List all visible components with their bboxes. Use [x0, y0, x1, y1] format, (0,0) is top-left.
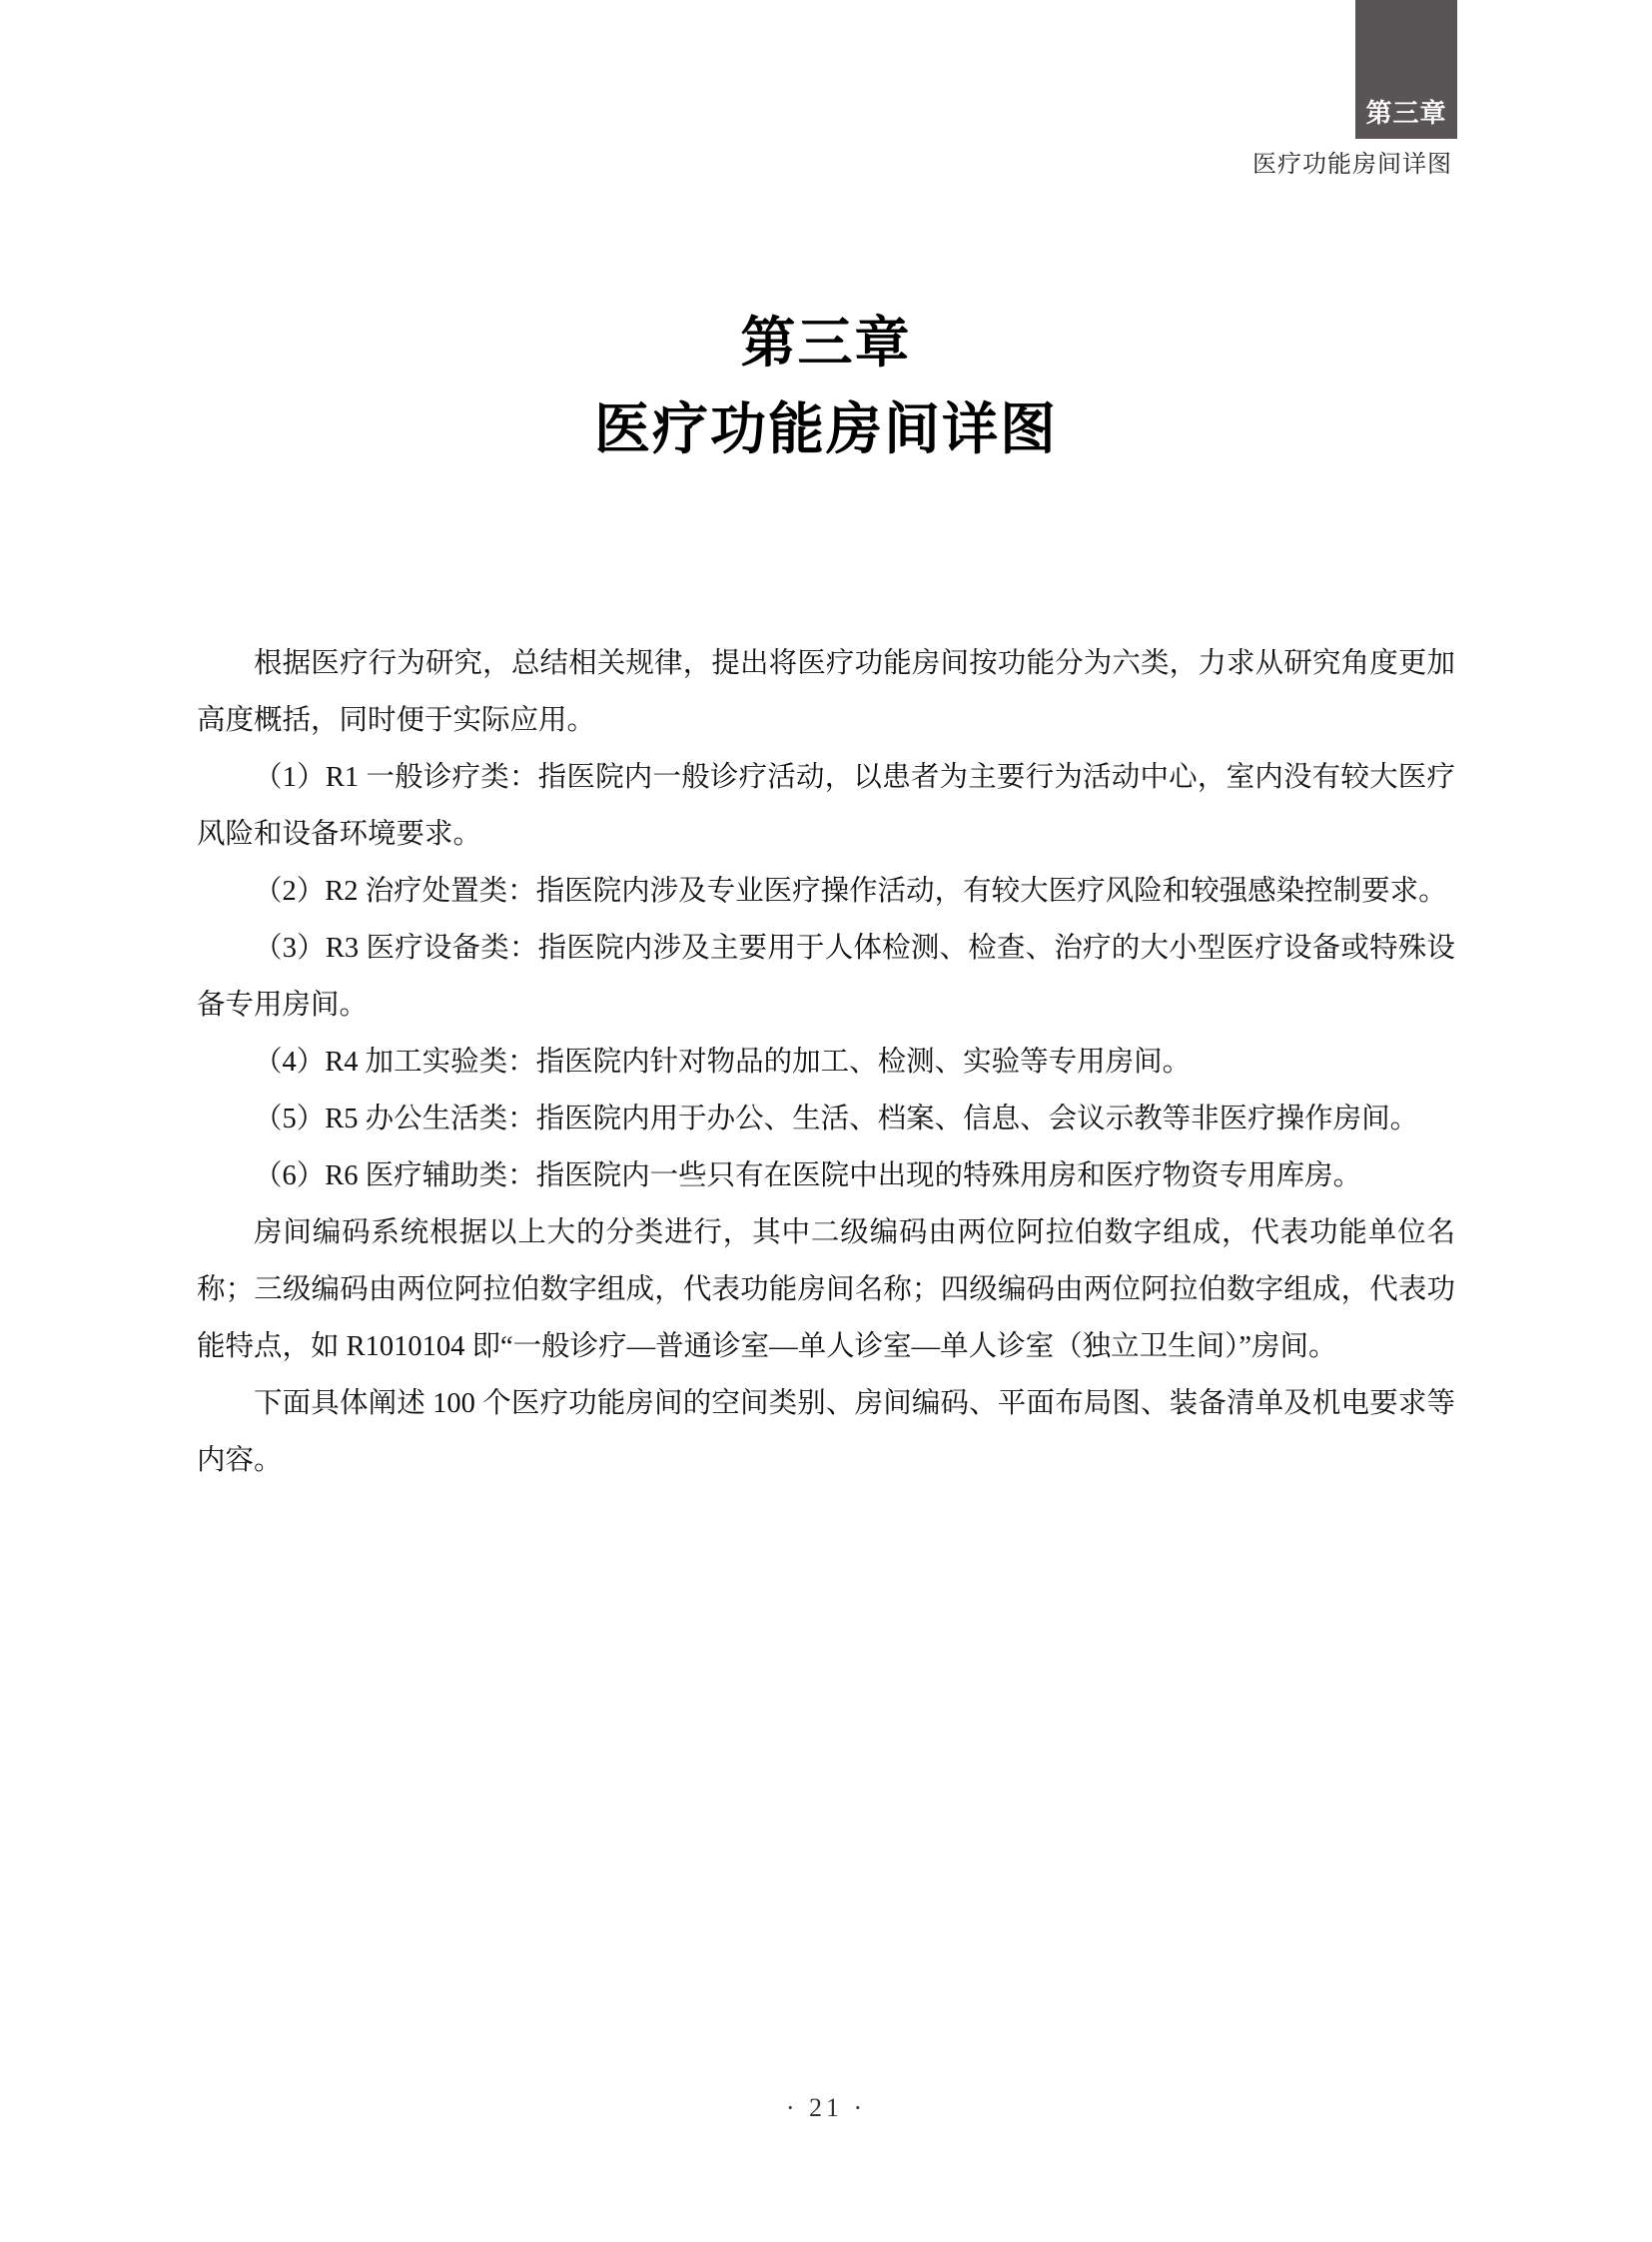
paragraph: 根据医疗行为研究，总结相关规律，提出将医疗功能房间按功能分为六类，力求从研究角度更加高度概括，同时便于实际应用。	[197, 648, 1455, 736]
paragraph: （5）R5 办公生活类：指医院内用于办公、生活、档案、信息、会议示教等非医疗操作房间。	[254, 1104, 1419, 1134]
paragraph: （6）R6 医疗辅助类：指医院内一些只有在医院中出现的特殊用房和医疗物资专用库房。	[254, 1160, 1362, 1191]
page-title-subject: 医疗功能房间详图	[594, 397, 1058, 460]
chapter-tab	[1355, 0, 1457, 139]
page-number: · 21 ·	[785, 2093, 867, 2122]
page-title-chapter: 第三章	[740, 312, 912, 374]
paragraph: （4）R4 加工实验类：指医院内针对物品的加工、检测、实验等专用房间。	[254, 1047, 1192, 1078]
paragraph: （2）R2 治疗处置类：指医院内涉及专业医疗操作活动，有较大医疗风险和较强感染控制要求。	[254, 876, 1447, 907]
paragraph: （3）R3 医疗设备类：指医院内涉及主要用于人体检测、检查、治疗的大小型医疗设备或特殊设备专用房间。	[197, 933, 1455, 1021]
paragraph: （1）R1 一般诊疗类：指医院内一般诊疗活动，以患者为主要行为活动中心，室内没有较大医疗风险和设备环境要求。	[197, 762, 1455, 850]
paragraph: 下面具体阐述 100 个医疗功能房间的空间类别、房间编码、平面布局图、装备清单及机电要求等内容。	[197, 1388, 1455, 1476]
paragraph: 房间编码系统根据以上大的分类进行，其中二级编码由两位阿拉伯数字组成，代表功能单位名称；三级编码由两位阿拉伯数字组成，代表功能房间名称；四级编码由两位阿拉伯数字组成，代表功能特点，如 R1010104 即“一般诊疗—普通诊室—单人诊室—单人诊室（独立卫生间）”房间。	[197, 1217, 1455, 1362]
page-title	[0, 300, 1652, 473]
running-title: 医疗功能房间详图	[1252, 151, 1452, 178]
chapter-tab-label: 第三章	[1365, 98, 1447, 128]
body-text	[197, 635, 1455, 1489]
